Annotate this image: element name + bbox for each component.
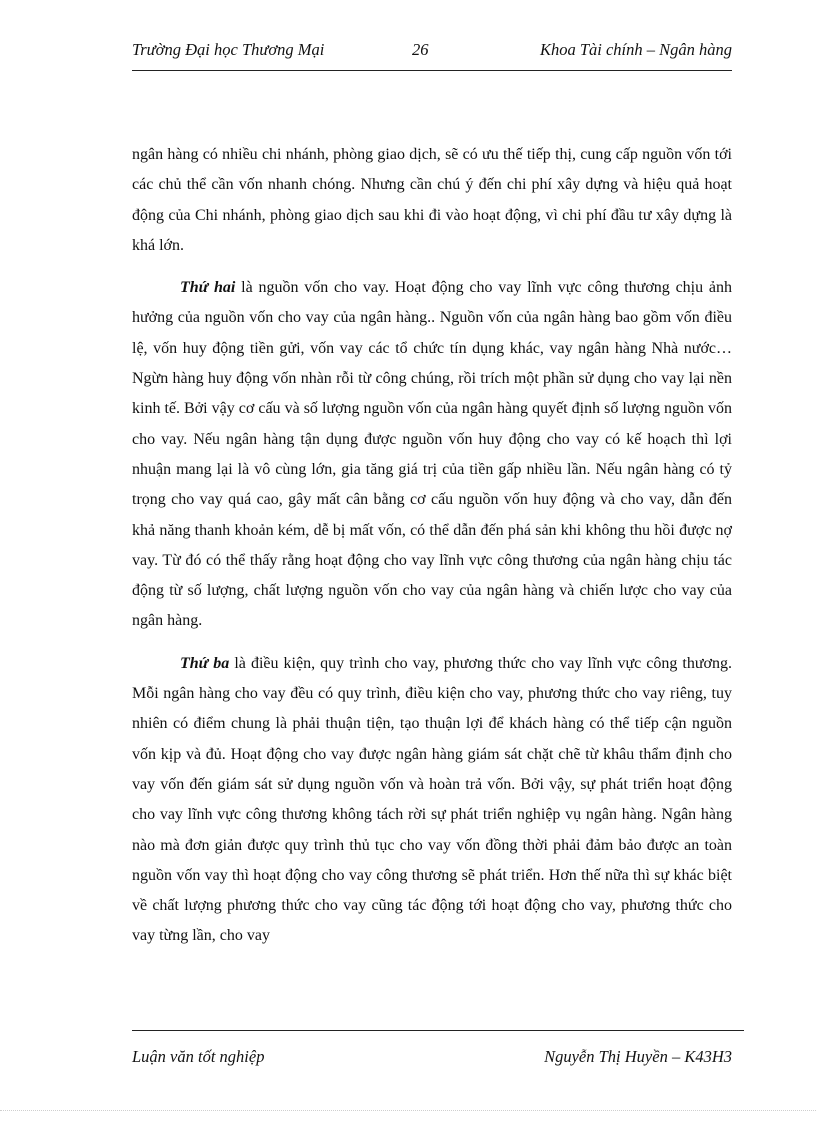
header-page-number: 26 (412, 40, 429, 59)
page-footer (132, 1047, 732, 1071)
page-edge-divider (0, 1110, 816, 1111)
header-faculty-name: Khoa Tài chính – Ngân hàng (539, 40, 732, 59)
paragraph-second-text: là nguồn vốn cho vay. Hoạt động cho vay lĩnh vực công thương chịu ảnh hưởng của nguồn vốn cho vay của ngân hàng.. Nguồn vốn của ngân hàng bao gồm vốn điều lệ, vốn huy động tiền gửi, vốn vay các tổ chức tín dụng khác, vay ngân hàng Nhà nước…Ngừn hàng huy động vốn nhàn rỗi từ công chúng, rồi trích một phần sử dụng cho vay lại nền kinh tế. Bởi vậy cơ cấu và số lượng nguồn vốn của ngân hàng quyết định số lượng nguồn vốn cho vay. Nếu ngân hàng tận dụng được nguồn vốn huy động cho vay có kế hoạch thì lợi nhuận mang lại là vô cùng lớn, gia tăng giá trị của tiền gấp nhiều lần. Nếu ngân hàng có tỷ trọng cho vay quá cao, gây mất cân bằng cơ cấu nguồn vốn huy động và cho vay, dẫn đến khả năng thanh khoản kém, dễ bị mất vốn, có thể dẫn đến phá sản khi không thu hồi được nợ vay. Từ đó có thể thấy rằng hoạt động cho vay lĩnh vực công thương của ngân hàng chịu tác động từ số lượng, chất lượng nguồn vốn cho vay của ngân hàng và chiến lược cho vay của ngân hàng. (132, 279, 732, 630)
footer-author: Nguyễn Thị Huyền – K43H3 (544, 1047, 732, 1066)
page-header (132, 40, 732, 66)
footer-rule (132, 1030, 744, 1031)
document-body (132, 140, 732, 952)
paragraph-lead-third: Thứ ba (180, 654, 230, 672)
header-school-name: Trường Đại học Thương Mại (132, 40, 325, 59)
header-rule (132, 70, 732, 71)
paragraph-continuation: ngân hàng có nhiều chi nhánh, phòng giao dịch, sẽ có ưu thế tiếp thị, cung cấp nguồn vốn tới các chủ thể cần vốn nhanh chóng. Nhưng cần chú ý đến chi phí xây dựng và hiệu quả hoạt động của Chi nhánh, phòng giao dịch sau khi đi vào hoạt động, vì chi phí đầu tư xây dựng là khá lớn. (132, 146, 732, 254)
paragraph-third-factor (132, 649, 732, 952)
footer-document-type: Luận văn tốt nghiệp (132, 1047, 265, 1066)
paragraph-lead-second: Thứ hai (180, 279, 236, 297)
paragraph-second-factor (132, 273, 732, 637)
paragraph-third-text: là điều kiện, quy trình cho vay, phương thức cho vay lĩnh vực công thương. Mỗi ngân hàng cho vay đều có quy trình, điều kiện cho vay, phương thức cho vay riêng, tuy nhiên có điểm chung là phải thuận tiện, tạo thuận lợi để khách hàng có thể tiếp cận nguồn vốn kịp và đủ. Hoạt động cho vay được ngân hàng giám sát chặt chẽ từ khâu thẩm định cho vay vốn đến giám sát sử dụng nguồn vốn và hoàn trả vốn. Bởi vậy, sự phát triển hoạt động cho vay lĩnh vực công thương không tách rời sự phát triển nghiệp vụ ngân hàng. Ngân hàng nào mà đơn giản được quy trình thủ tục cho vay vốn đồng thời phải đảm bảo được an toàn nguồn vốn vay thì hoạt động cho vay công thương sẽ phát triển. Hơn thế nữa thì sự khác biệt về chất lượng phương thức cho vay cũng tác động tới hoạt động cho vay, phương thức cho vay từng lần, cho vay (132, 654, 732, 945)
